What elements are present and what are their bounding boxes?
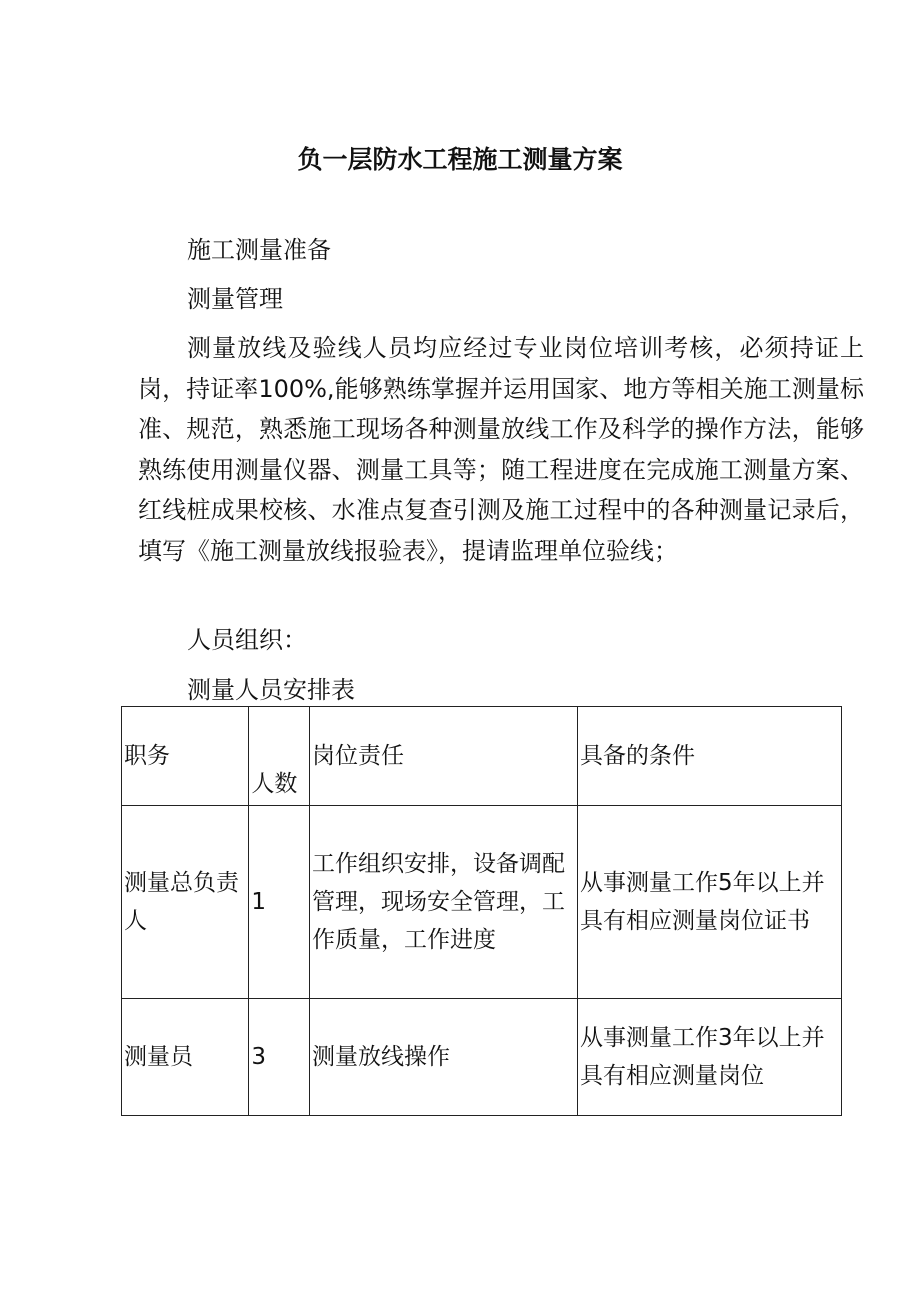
management-paragraph: 测量放线及验线人员均应经过专业岗位培训考核，必须持证上岗，持证率100%,能够熟练掌握并运用国家、地方等相关施工测量标准、规范，熟悉施工现场各种测量放线工作及科学的操作方法，能够熟练使用测量仪器、测量工具等；随工程进度在完成施工测量方案、红线桩成果校核、水准点复查引测及施工过程中的各种测量记录后，填写《施工测量放线报验表》，提请监理单位验线； [138, 334, 864, 565]
staff-table [121, 706, 842, 1116]
cell-count: 1 [249, 806, 310, 999]
section-heading-preparation: 施工测量准备 [187, 236, 331, 264]
table-row [122, 806, 842, 999]
document-title: 负一层防水工程施工测量方案 [297, 145, 623, 174]
header-requirements: 具备的条件 [578, 707, 842, 806]
header-role: 职务 [122, 707, 249, 806]
cell-role: 测量总负责人 [122, 806, 249, 999]
cell-requirements: 从事测量工作5年以上并具有相应测量岗位证书 [578, 806, 842, 999]
cell-role: 测量员 [122, 999, 249, 1116]
cell-duty: 工作组织安排，设备调配管理，现场安全管理，工作质量，工作进度 [309, 806, 577, 999]
table-row [122, 999, 842, 1116]
section-heading-management: 测量管理 [187, 285, 283, 313]
header-duty: 岗位责任 [309, 707, 577, 806]
cell-requirements: 从事测量工作3年以上并具有相应测量岗位 [578, 999, 842, 1116]
table-caption: 测量人员安排表 [187, 676, 355, 704]
personnel-label: 人员组织： [187, 626, 307, 654]
cell-count: 3 [249, 999, 310, 1116]
table-header-row [122, 707, 842, 806]
cell-duty: 测量放线操作 [309, 999, 577, 1116]
header-count: 人数 [249, 707, 310, 806]
